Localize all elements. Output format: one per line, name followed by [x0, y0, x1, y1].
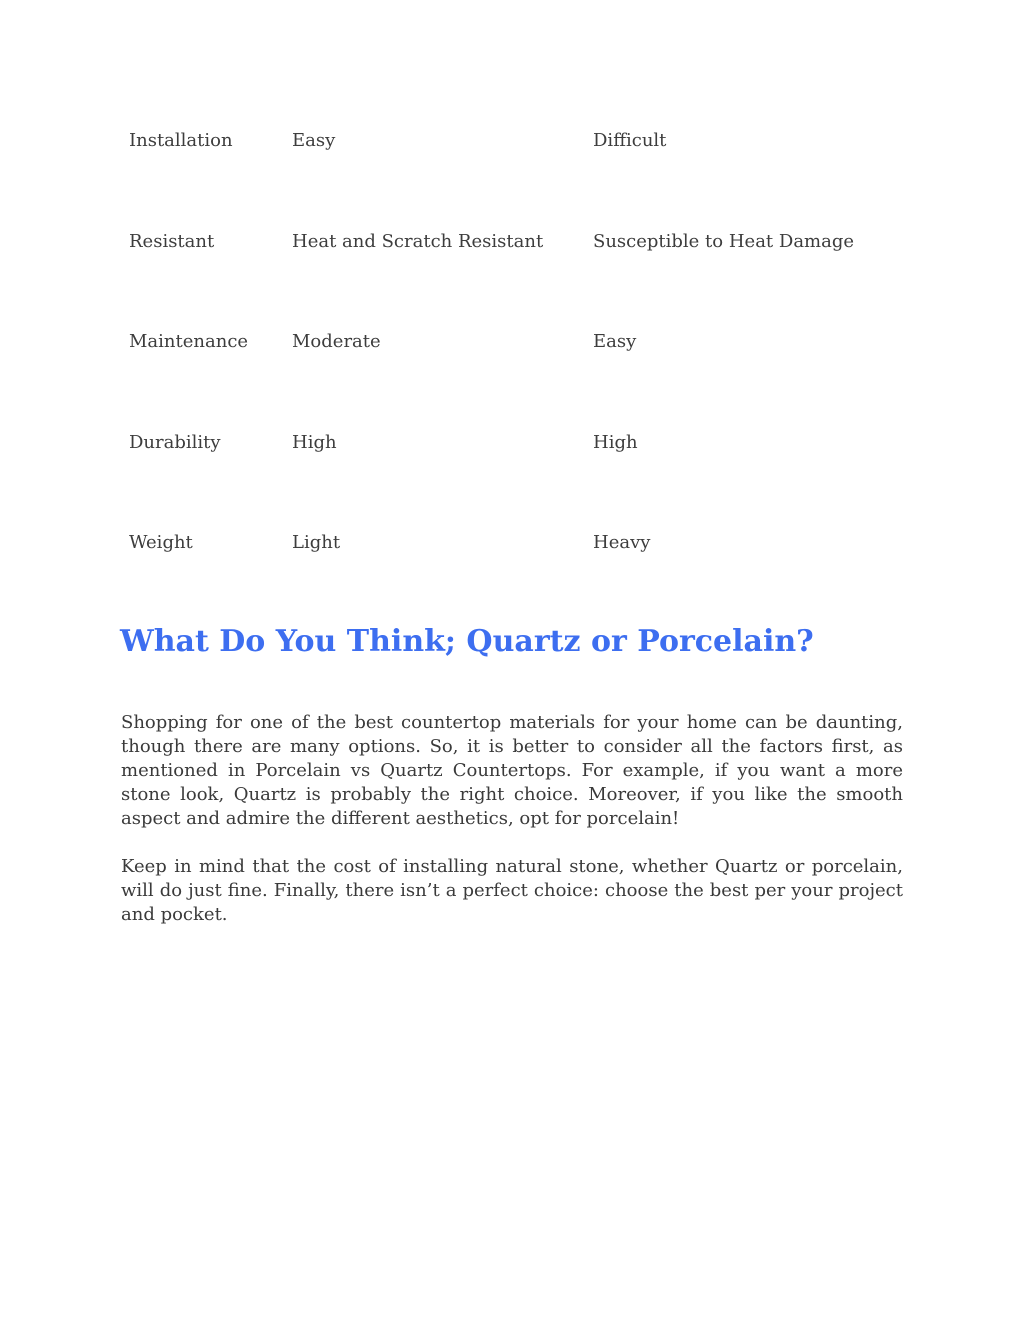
- table-cell-porcelain: Easy: [593, 331, 637, 352]
- table-cell-feature: Resistant: [129, 231, 215, 252]
- table-row: [129, 129, 909, 153]
- table-cell-feature: Durability: [129, 432, 221, 453]
- table-cell-feature: Maintenance: [129, 331, 249, 352]
- table-cell-feature: Weight: [129, 532, 193, 553]
- table-cell-porcelain: Susceptible to Heat Damage: [593, 231, 855, 252]
- table-cell-quartz: Easy: [292, 130, 336, 151]
- table-cell-quartz: Moderate: [292, 331, 381, 352]
- table-cell-quartz: Heat and Scratch Resistant: [292, 231, 544, 252]
- table-row: [129, 431, 909, 455]
- section-heading: What Do You Think; Quartz or Porcelain?: [120, 624, 814, 659]
- table-cell-quartz: Light: [292, 532, 341, 553]
- body-paragraph: Keep in mind that the cost of installing natural stone, whether Quartz or porcelain, will do just fine. Finally, there isn’t a perfect choice: choose the best per your project and pocket.: [121, 856, 903, 925]
- table-cell-porcelain: High: [593, 432, 638, 453]
- table-cell-feature: Installation: [129, 130, 233, 151]
- table-cell-quartz: High: [292, 432, 337, 453]
- table-row: [129, 531, 909, 555]
- table-cell-porcelain: Heavy: [593, 532, 651, 553]
- table-row: [129, 230, 909, 254]
- body-paragraph: Shopping for one of the best countertop materials for your home can be daunting, though there are many options. So, it is better to consider all the factors first, as mentioned in Porcelain vs Quartz Countertops. For example, if you want a more stone look, Quartz is probably the right choice. Moreover, if you like the smooth aspect and admire the different aesthetics, opt for porcelain!: [121, 712, 903, 829]
- table-row: [129, 330, 909, 354]
- table-cell-porcelain: Difficult: [593, 130, 667, 151]
